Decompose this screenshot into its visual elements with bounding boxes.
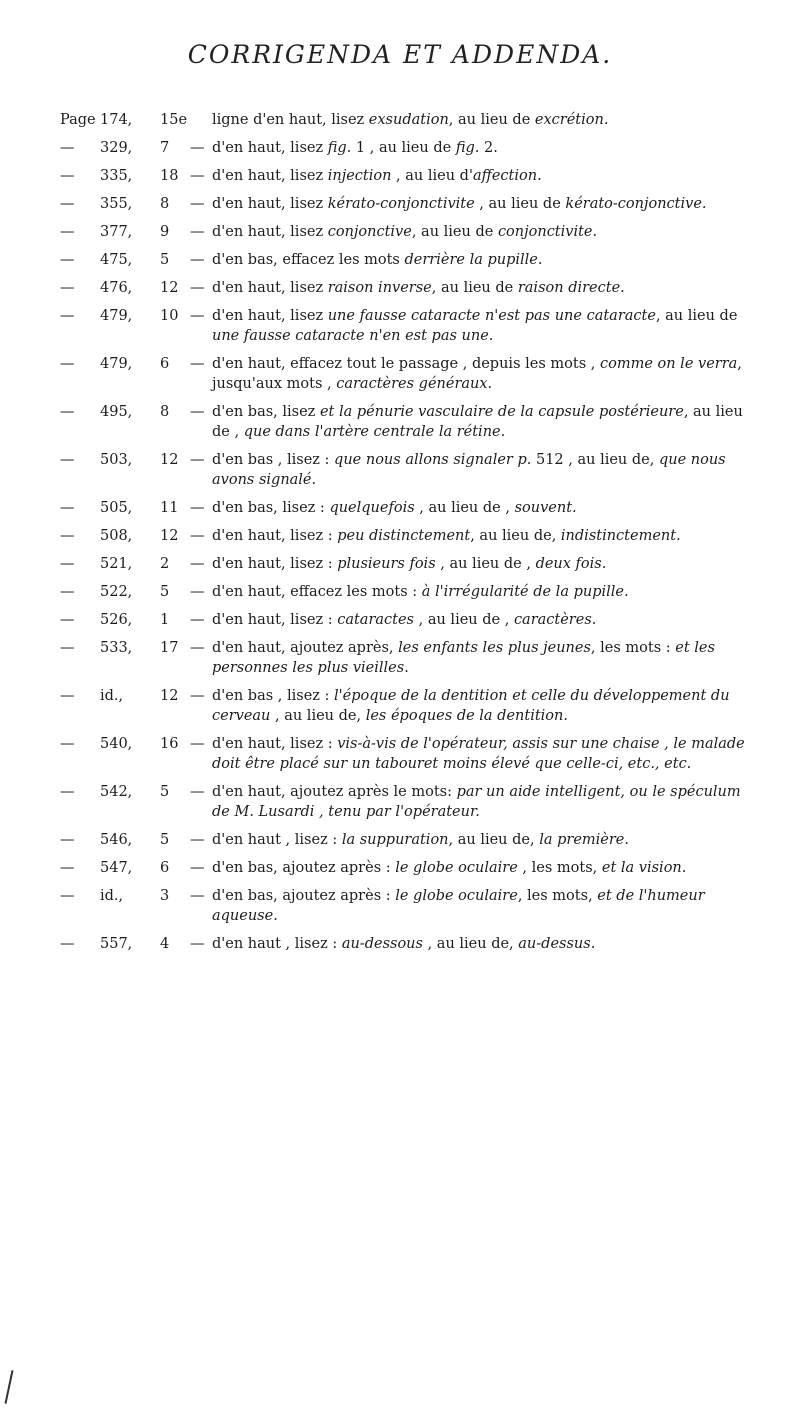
entry-label: — <box>60 612 75 628</box>
entry-dash: — <box>190 280 205 296</box>
entry-dash: — <box>190 832 205 848</box>
text-segment: d'en bas , lisez : <box>212 688 335 704</box>
entry-line-number: 11 <box>160 500 179 516</box>
entry-dash <box>190 110 212 130</box>
entry-label: — <box>60 280 75 296</box>
entry-line-number: 5 <box>160 584 170 600</box>
errata-entry <box>60 686 760 726</box>
italic-term: indistinctement. <box>560 528 681 544</box>
errata-entry <box>60 250 760 270</box>
entry-dash: — <box>190 196 205 212</box>
entry-page-number: 475, <box>100 252 133 268</box>
text-segment: , les mots, <box>517 860 602 876</box>
entry-correction-text <box>212 886 760 926</box>
text-segment: , au lieu de <box>431 280 518 296</box>
entry-line-number: 18 <box>160 168 179 184</box>
entry-page-number: 542, <box>100 784 133 800</box>
text-segment: d'en haut, lisez <box>212 224 328 240</box>
entry-line-number: 5 <box>160 832 170 848</box>
entry-page-number: 540, <box>100 736 133 752</box>
entry-label: — <box>60 452 75 468</box>
italic-term: que nous allons signaler p. <box>334 452 532 468</box>
entry-line-number: 2 <box>160 556 170 572</box>
entry-label: — <box>60 832 75 848</box>
entry-label: — <box>60 252 75 268</box>
text-segment: d'en bas, lisez : <box>212 500 330 516</box>
entry-label: — <box>60 308 75 324</box>
entry-line-number: 9 <box>160 224 170 240</box>
italic-term: une fausse cataracte n'est pas une cataracte <box>327 308 656 324</box>
errata-entry <box>60 782 760 822</box>
entry-dash: — <box>190 860 205 876</box>
entry-page-number: id., <box>100 688 124 704</box>
italic-term: fig. <box>327 140 352 156</box>
text-segment: , au lieu de , <box>414 500 515 516</box>
errata-entry <box>60 278 760 298</box>
italic-term: le globe oculaire <box>395 860 518 876</box>
text-segment: d'en haut, lisez <box>212 140 328 156</box>
entry-line-number: 5 <box>160 784 170 800</box>
italic-term: et les personnes les plus vieilles. <box>212 640 715 676</box>
entry-correction-text <box>212 354 760 394</box>
entry-correction-text <box>212 782 760 822</box>
entry-label: Page <box>60 112 96 128</box>
text-segment: d'en haut, lisez : <box>212 736 338 752</box>
italic-term: deux fois. <box>535 556 607 572</box>
italic-term: kérato-conjonctivite <box>327 196 475 212</box>
errata-entry <box>60 638 760 678</box>
entry-line-number: 6 <box>160 860 170 876</box>
text-segment: , au lieu de, <box>270 708 366 724</box>
errata-entry <box>60 934 760 954</box>
text-segment: d'en haut, effacez tout le passage , depuis les mots , <box>212 356 600 372</box>
errata-entry <box>60 554 760 574</box>
italic-term: souvent. <box>514 500 577 516</box>
italic-term: conjonctive <box>327 224 412 240</box>
entry-dash: — <box>190 612 205 628</box>
entry-dash: — <box>190 224 205 240</box>
italic-term: et la pénurie vasculaire de la capsule postérieure <box>319 404 684 420</box>
entry-label: — <box>60 888 75 904</box>
text-segment: ligne d'en haut, lisez <box>212 112 369 128</box>
entry-label: — <box>60 784 75 800</box>
entry-page-number: 355, <box>100 196 133 212</box>
entry-line-number: 15e <box>160 112 188 128</box>
entry-label: — <box>60 556 75 572</box>
entry-page-number: 521, <box>100 556 133 572</box>
text-segment: d'en haut, lisez <box>212 280 328 296</box>
entry-dash: — <box>190 404 205 420</box>
entry-correction-text <box>212 830 760 850</box>
entry-correction-text <box>212 582 760 602</box>
entry-correction-text <box>212 250 760 270</box>
entry-page-number: 505, <box>100 500 133 516</box>
italic-term: kérato-conjonctive. <box>565 196 707 212</box>
errata-entry <box>60 354 760 394</box>
text-segment: d'en bas, effacez les mots <box>212 252 405 268</box>
errata-entry <box>60 858 760 878</box>
entry-correction-text <box>212 734 760 774</box>
entry-page-number: 476, <box>100 280 133 296</box>
errata-entry <box>60 610 760 630</box>
text-segment: d'en haut, lisez : <box>212 556 338 572</box>
italic-term: par un aide intelligent, ou le spéculum de M. Lusardi , tenu par l'opérateur. <box>212 784 741 820</box>
entry-correction-text <box>212 554 760 574</box>
entry-label: — <box>60 168 75 184</box>
errata-entry <box>60 450 760 490</box>
entry-correction-text <box>212 278 760 298</box>
italic-term: fig. <box>455 140 480 156</box>
entry-page-number: 335, <box>100 168 133 184</box>
italic-term: comme on le verra <box>599 356 738 372</box>
text-segment: , au lieu de, <box>448 832 540 848</box>
entry-label: — <box>60 404 75 420</box>
italic-term: une fausse cataracte n'en est pas une. <box>212 328 494 344</box>
entry-correction-text <box>212 166 760 186</box>
entry-dash: — <box>190 168 205 184</box>
entry-page-number: 329, <box>100 140 133 156</box>
italic-term: raison directe. <box>517 280 625 296</box>
entry-label: — <box>60 584 75 600</box>
entry-dash: — <box>190 556 205 572</box>
entry-line-number: 10 <box>160 308 179 324</box>
text-segment: , au lieu de <box>411 224 498 240</box>
italic-term: quelquefois <box>329 500 415 516</box>
entry-page-number: 533, <box>100 640 133 656</box>
entry-correction-text <box>212 934 760 954</box>
entry-line-number: 6 <box>160 356 170 372</box>
text-segment: , au lieu de <box>655 308 738 324</box>
entry-line-number: 8 <box>160 196 170 212</box>
entry-dash: — <box>190 308 205 324</box>
text-segment: d'en haut, effacez les mots : <box>212 584 422 600</box>
text-segment: d'en haut, lisez : <box>212 612 338 628</box>
entry-dash: — <box>190 500 205 516</box>
entry-dash: — <box>190 140 205 156</box>
entry-correction-text <box>212 138 760 158</box>
errata-list <box>60 110 760 962</box>
entry-correction-text <box>212 610 760 630</box>
italic-term: l'époque de la dentition et celle du développement du cerveau <box>212 688 730 724</box>
entry-label: — <box>60 528 75 544</box>
text-segment: d'en haut, ajoutez après, <box>212 640 399 656</box>
entry-page-number: 557, <box>100 936 133 952</box>
entry-dash: — <box>190 688 205 704</box>
errata-entry <box>60 194 760 214</box>
entry-dash: — <box>190 640 205 656</box>
errata-entry <box>60 886 760 926</box>
text-segment: d'en bas, lisez <box>212 404 320 420</box>
text-segment: d'en bas, ajoutez après : <box>212 888 396 904</box>
entry-page-number: id., <box>100 888 124 904</box>
entry-line-number: 16 <box>160 736 179 752</box>
entry-label: — <box>60 688 75 704</box>
italic-term: raison inverse <box>327 280 432 296</box>
entry-correction-text <box>212 450 760 490</box>
italic-term: que dans l'artère centrale la rétine. <box>243 424 506 440</box>
entry-correction-text <box>212 638 760 678</box>
text-segment: 512 , au lieu de, <box>531 452 659 468</box>
errata-entry <box>60 402 760 442</box>
entry-correction-text <box>212 306 760 346</box>
italic-term: cataractes <box>337 612 415 628</box>
entry-page-number: 546, <box>100 832 133 848</box>
text-segment: d'en haut , lisez : <box>212 936 342 952</box>
entry-label: — <box>60 936 75 952</box>
italic-term: caractères généraux. <box>336 376 493 392</box>
entry-label: — <box>60 860 75 876</box>
entry-line-number: 12 <box>160 688 179 704</box>
italic-term: peu distinctement <box>337 528 471 544</box>
entry-correction-text <box>212 858 760 878</box>
text-segment: , les mots : <box>590 640 676 656</box>
entry-correction-text <box>212 402 760 442</box>
entry-correction-text <box>212 498 760 518</box>
text-segment: d'en haut, lisez <box>212 308 328 324</box>
italic-term: exsudation <box>368 112 449 128</box>
text-segment: 2. <box>479 140 498 156</box>
entry-dash: — <box>190 936 205 952</box>
italic-term: conjonctivite. <box>497 224 598 240</box>
text-segment: , au lieu de, <box>422 936 519 952</box>
text-segment: , au lieu de , <box>435 556 536 572</box>
entry-label: — <box>60 224 75 240</box>
entry-line-number: 4 <box>160 936 170 952</box>
italic-term: le globe oculaire <box>395 888 518 904</box>
errata-entry <box>60 830 760 850</box>
entry-correction-text <box>212 686 760 726</box>
errata-entry <box>60 498 760 518</box>
text-segment: , au lieu de <box>448 112 535 128</box>
text-segment: d'en haut, lisez <box>212 168 328 184</box>
italic-term: caractères. <box>513 612 597 628</box>
italic-term: les époques de la dentition. <box>365 708 568 724</box>
text-segment: d'en bas, ajoutez après : <box>212 860 396 876</box>
italic-term: derrière la pupille. <box>404 252 543 268</box>
entry-label: — <box>60 736 75 752</box>
errata-entry <box>60 582 760 602</box>
entry-page-number: 174, <box>100 112 133 128</box>
entry-page-number: 377, <box>100 224 133 240</box>
errata-entry <box>60 222 760 242</box>
text-segment: , au lieu de, <box>470 528 561 544</box>
entry-line-number: 1 <box>160 612 170 628</box>
entry-label: — <box>60 356 75 372</box>
italic-term: et la vision. <box>601 860 687 876</box>
errata-entry <box>60 306 760 346</box>
entry-page-number: 495, <box>100 404 133 420</box>
text-segment: d'en haut, lisez <box>212 196 328 212</box>
entry-line-number: 12 <box>160 528 179 544</box>
errata-entry <box>60 138 760 158</box>
entry-correction-text <box>212 526 760 546</box>
entry-dash: — <box>190 528 205 544</box>
entry-dash: — <box>190 252 205 268</box>
text-segment: , au lieu d' <box>391 168 473 184</box>
entry-correction-text <box>212 110 760 130</box>
entry-page-number: 522, <box>100 584 133 600</box>
italic-term: vis-à-vis de l'opérateur, assis sur une chaise , le malade doit être placé sur un tabouret moins élevé que celle-ci, etc., etc. <box>212 736 745 772</box>
text-segment: , au lieu de , <box>414 612 514 628</box>
italic-term: la suppuration <box>341 832 449 848</box>
margin-pencil-mark <box>4 1370 13 1404</box>
entry-correction-text <box>212 222 760 242</box>
entry-dash: — <box>190 888 205 904</box>
entry-dash: — <box>190 452 205 468</box>
entry-page-number: 479, <box>100 356 133 372</box>
text-segment: , au lieu de , <box>212 404 743 440</box>
italic-term: injection <box>327 168 392 184</box>
entry-page-number: 526, <box>100 612 133 628</box>
text-segment: d'en haut , lisez : <box>212 832 342 848</box>
page-title: CORRIGENDA ET ADDENDA. <box>187 40 613 69</box>
italic-term: la première. <box>539 832 629 848</box>
text-segment: d'en haut, ajoutez après le mots: <box>212 784 457 800</box>
text-segment: , jusqu'aux mots , <box>212 356 742 392</box>
entry-label: — <box>60 500 75 516</box>
entry-dash: — <box>190 736 205 752</box>
italic-term: et de l'humeur aqueuse. <box>212 888 705 924</box>
entry-line-number: 5 <box>160 252 170 268</box>
entry-line-number: 3 <box>160 888 170 904</box>
text-segment: 1 , au lieu de <box>351 140 456 156</box>
entry-dash: — <box>190 584 205 600</box>
errata-entry <box>60 166 760 186</box>
text-segment: , les mots, <box>517 888 598 904</box>
entry-page-number: 547, <box>100 860 133 876</box>
entry-correction-text <box>212 194 760 214</box>
entry-page-number: 479, <box>100 308 133 324</box>
errata-entry <box>60 110 760 130</box>
entry-label: — <box>60 140 75 156</box>
italic-term: affection. <box>472 168 542 184</box>
entry-label: — <box>60 196 75 212</box>
italic-term: à l'irrégularité de la pupille. <box>421 584 629 600</box>
italic-term: au-dessus. <box>518 936 596 952</box>
entry-dash: — <box>190 356 205 372</box>
entry-line-number: 7 <box>160 140 170 156</box>
text-segment: , au lieu de <box>474 196 566 212</box>
italic-term: que nous avons signalé. <box>212 452 726 488</box>
errata-entry <box>60 526 760 546</box>
entry-page-number: 503, <box>100 452 133 468</box>
italic-term: excrétion. <box>534 112 609 128</box>
errata-entry <box>60 734 760 774</box>
entry-line-number: 8 <box>160 404 170 420</box>
entry-page-number: 508, <box>100 528 133 544</box>
entry-dash: — <box>190 784 205 800</box>
italic-term: plusieurs fois <box>337 556 436 572</box>
entry-line-number: 17 <box>160 640 179 656</box>
italic-term: au-dessous <box>341 936 423 952</box>
italic-term: les enfants les plus jeunes <box>398 640 591 656</box>
text-segment: d'en haut, lisez : <box>212 528 338 544</box>
entry-line-number: 12 <box>160 280 179 296</box>
text-segment: d'en bas , lisez : <box>212 452 335 468</box>
entry-label: — <box>60 640 75 656</box>
entry-line-number: 12 <box>160 452 179 468</box>
